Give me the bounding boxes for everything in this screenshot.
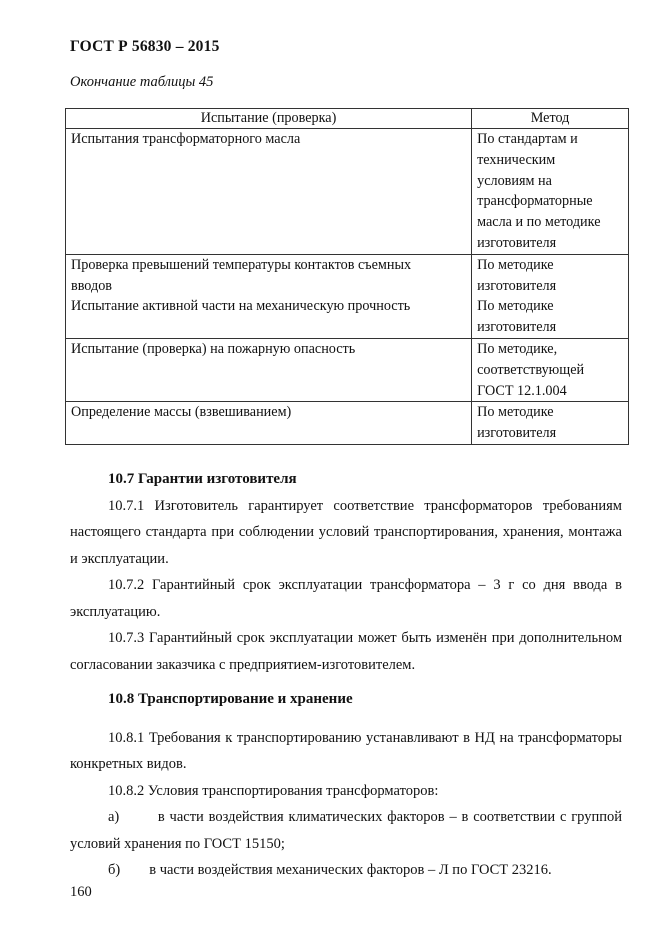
cell-line: Проверка превышений температуры контактов съемных <box>71 256 412 273</box>
cell-line: По методике, <box>477 340 558 357</box>
table-row <box>66 338 629 401</box>
method-cell <box>472 254 629 338</box>
test-cell <box>66 338 472 401</box>
cell-line: вводов <box>71 277 112 294</box>
cell-line: трансформаторные <box>477 193 593 210</box>
cell-line: изготовителя <box>477 425 557 442</box>
list-marker: а) <box>108 809 120 825</box>
cell-line: масла и по методике <box>477 214 601 231</box>
list-item-b <box>70 857 622 884</box>
table-row <box>66 129 629 255</box>
column-header-test: Испытание (проверка) <box>66 109 472 129</box>
test-cell <box>66 402 472 445</box>
table-row <box>66 402 629 445</box>
paragraph-10-8-2: 10.8.2 Условия транспортирования трансформаторов: <box>108 782 439 799</box>
list-marker: б) <box>108 862 121 878</box>
cell-line: По методике <box>477 298 554 315</box>
test-cell <box>66 129 472 255</box>
cell-line: Испытание активной части на механическую прочность <box>71 298 411 315</box>
standard-header: ГОСТ Р 56830 – 2015 <box>70 38 220 55</box>
cell-line: По методике <box>477 256 554 273</box>
cell-line: техническим <box>477 151 556 168</box>
cell-line: соответствующей <box>477 361 585 378</box>
document-body <box>70 466 622 884</box>
table-header-row <box>66 109 629 129</box>
test-methods-table <box>65 108 629 445</box>
column-header-method: Метод <box>472 109 629 129</box>
list-item-text: в части воздействия механических факторов – Л по ГОСТ 23216. <box>149 862 552 878</box>
paragraph-10-7-3: 10.7.3 Гарантийный срок эксплуатации может быть изменён при дополнительном согласовании заказчика с предприятием-изготовителем. <box>70 630 622 673</box>
cell-line: Испытание (проверка) на пожарную опасность <box>71 340 356 357</box>
section-heading-10-7: 10.7 Гарантии изготовителя <box>108 471 297 487</box>
method-cell <box>472 338 629 401</box>
cell-line: изготовителя <box>477 234 557 251</box>
list-item-a <box>70 804 622 857</box>
method-cell <box>472 402 629 445</box>
list-item-text: в части воздействия климатических факторов – в соответствии с группой условий хранения по ГОСТ 15150; <box>70 809 622 852</box>
cell-line: По стандартам и <box>477 131 578 147</box>
paragraph-10-8-1: 10.8.1 Требования к транспортированию устанавливают в НД на трансформаторы конкретных видов. <box>70 729 622 772</box>
page-number: 160 <box>70 884 92 900</box>
table-caption: Окончание таблицы 45 <box>70 74 214 90</box>
method-cell <box>472 129 629 255</box>
cell-line: Испытания трансформаторного масла <box>71 131 301 147</box>
cell-line: изготовителя <box>477 277 557 294</box>
cell-line: ГОСТ 12.1.004 <box>477 382 567 399</box>
paragraph-10-7-1: 10.7.1 Изготовитель гарантирует соответствие трансформаторов требованиям настоящего стандарта при соблюдении условий транспортирования, хранения, монтажа и эксплуатации. <box>70 497 622 567</box>
cell-line: условиям на <box>477 172 552 189</box>
table-row <box>66 254 629 338</box>
paragraph-10-7-2: 10.7.2 Гарантийный срок эксплуатации трансформатора – 3 г со дня ввода в эксплуатацию. <box>70 577 622 620</box>
test-cell <box>66 254 472 338</box>
cell-line: Определение массы (взвешиванием) <box>71 404 292 421</box>
cell-line: По методике <box>477 404 554 421</box>
section-heading-10-8: 10.8 Транспортирование и хранение <box>108 691 353 707</box>
cell-line: изготовителя <box>477 319 557 336</box>
